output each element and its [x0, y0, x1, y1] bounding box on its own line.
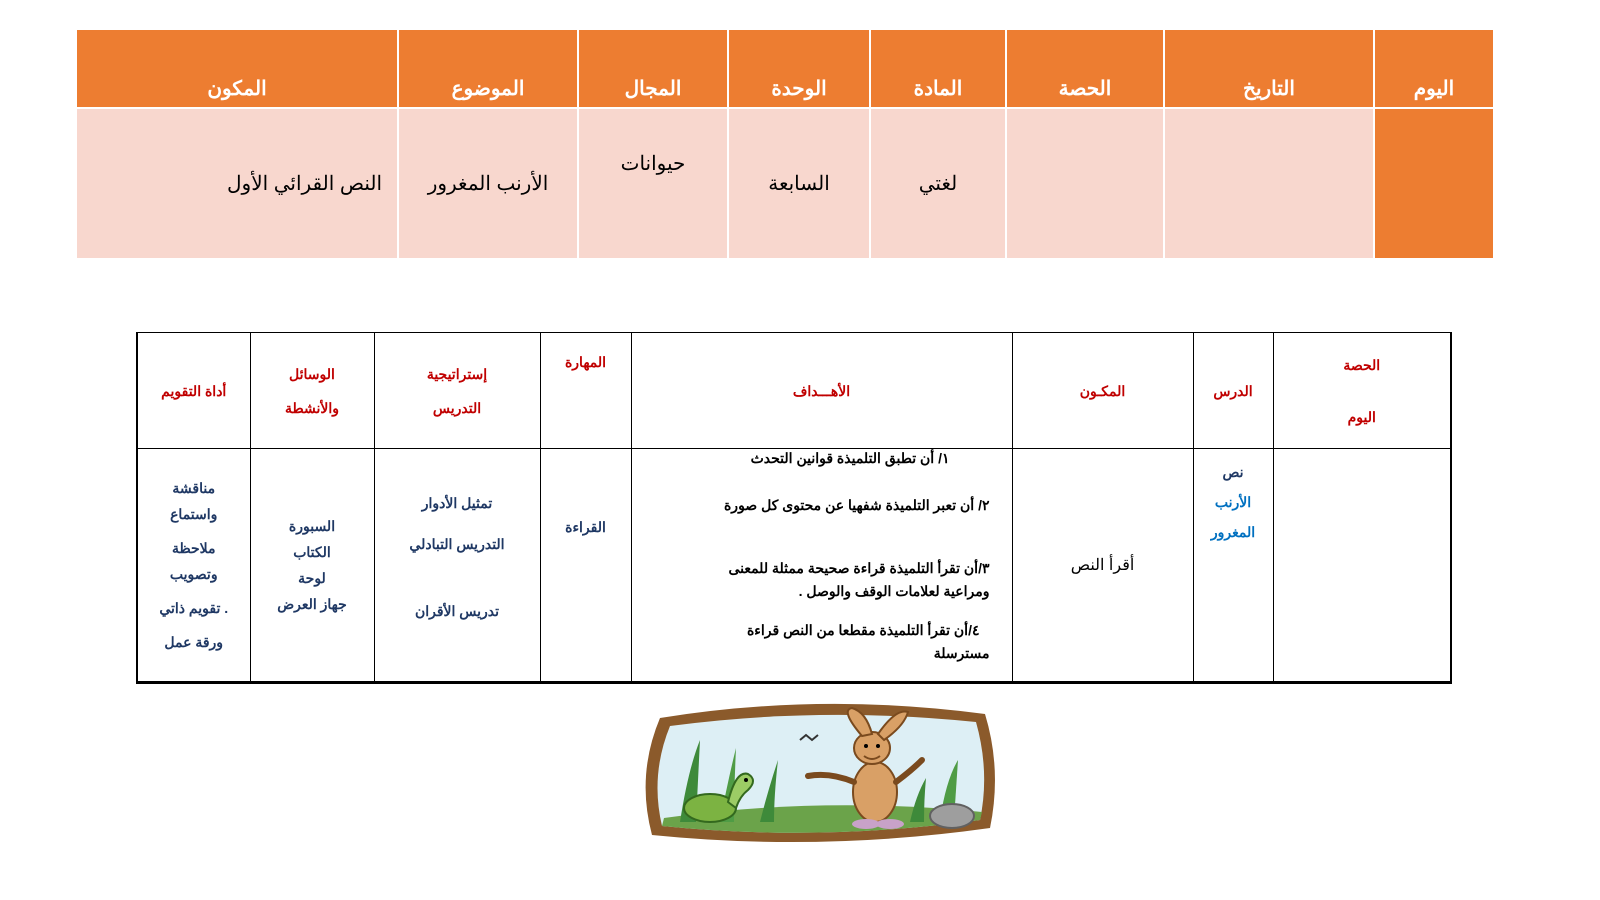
- objective-4b: مسترسلة: [933, 645, 990, 661]
- value-topic: الأرنب المغرور: [398, 108, 578, 259]
- assessment-6: ورقة عمل: [164, 634, 224, 650]
- header-component: المكون: [76, 29, 398, 108]
- plan-component-cell: أقرأ النص: [1012, 449, 1193, 683]
- assessment-5: . تقويم ذاتي: [159, 600, 229, 616]
- plan-header-objectives: الأهـــداف: [631, 333, 1012, 449]
- plan-header-row: [137, 333, 1451, 449]
- strategy-1: تمثيل الأدوار: [421, 495, 493, 511]
- plan-header-means-1: الوسائل: [289, 365, 335, 382]
- header-domain: المجال: [578, 29, 728, 108]
- header-day: اليوم: [1374, 29, 1494, 108]
- plan-header-strategy-2: التدريس: [432, 399, 482, 416]
- plan-header-assessment: أداة التقويم: [137, 333, 250, 449]
- lesson-plan-table: [136, 332, 1450, 684]
- plan-header-session-day: [1273, 333, 1451, 449]
- plan-header-day: اليوم: [1347, 408, 1376, 425]
- means-3: لوحة: [298, 570, 326, 586]
- lesson-word-3: المغرور: [1210, 524, 1256, 540]
- value-row: [76, 108, 1494, 259]
- plan-header-session: الحصة: [1343, 356, 1381, 373]
- objective-3b: ومراعية لعلامات الوقف والوصل .: [798, 583, 990, 599]
- value-domain-cell: [578, 108, 728, 259]
- header-session: الحصة: [1006, 29, 1164, 108]
- objective-4a: ٤/أن تقرأ التلميذة مقطعا من النص قراءة: [746, 622, 980, 638]
- means-2: الكتاب: [293, 544, 331, 560]
- strategy-3: تدريس الأقران: [414, 603, 500, 619]
- value-day: [1374, 108, 1494, 259]
- rabbit-turtle-illustration: [640, 700, 1000, 845]
- assessment-4: وتصويب: [169, 566, 218, 582]
- plan-skill-cell: القراءة: [540, 449, 631, 683]
- plan-header-lesson: الدرس: [1193, 333, 1273, 449]
- lesson-info-table: [75, 28, 1493, 260]
- plan-assessment-cell: [137, 449, 250, 683]
- assessment-2: واستماع: [170, 506, 218, 522]
- header-date: التاريخ: [1164, 29, 1374, 108]
- lesson-word-2: الأرنب: [1214, 494, 1252, 510]
- value-session: [1006, 108, 1164, 259]
- plan-means-cell: [250, 449, 374, 683]
- plan-header-means-2: والأنشطة: [284, 399, 339, 416]
- strategy-2: التدريس التبادلي: [409, 536, 505, 552]
- plan-strategy-cell: [374, 449, 540, 683]
- plan-header-strategy-1: إستراتيجية: [426, 365, 488, 382]
- value-component: النص القرائي الأول: [76, 108, 398, 259]
- value-unit: السابعة: [728, 108, 870, 259]
- objective-3a: ٣/أن تقرأ التلميذة قراءة صحيحة ممثلة للمعنى: [728, 560, 990, 576]
- header-subject: المادة: [870, 29, 1006, 108]
- value-subject: لغتي: [870, 108, 1006, 259]
- value-date: [1164, 108, 1374, 259]
- means-1: السبورة: [288, 518, 336, 534]
- header-row: [76, 29, 1494, 108]
- plan-objectives-cell: [631, 449, 1012, 683]
- lesson-word-1: نص: [1222, 464, 1244, 480]
- header-topic: الموضوع: [398, 29, 578, 108]
- plan-header-component: المكـون: [1012, 333, 1193, 449]
- plan-session-day-cell: [1273, 449, 1451, 683]
- value-domain: حيوانات: [620, 153, 686, 175]
- header-unit: الوحدة: [728, 29, 870, 108]
- plan-lesson-cell: [1193, 449, 1273, 683]
- assessment-1: مناقشة: [172, 480, 216, 496]
- plan-header-means: [250, 333, 374, 449]
- objective-1: ١/ أن تطبق التلميذة قوانين التحدث: [750, 450, 950, 466]
- plan-header-skill: المهارة: [540, 333, 631, 449]
- plan-header-strategy: [374, 333, 540, 449]
- assessment-3: ملاحظة: [172, 540, 216, 556]
- plan-body-row: [137, 449, 1451, 683]
- objective-2: ٢/ أن تعبر التلميذة شفهيا عن محتوى كل صورة: [723, 497, 990, 513]
- means-4: جهاز العرض: [277, 596, 347, 612]
